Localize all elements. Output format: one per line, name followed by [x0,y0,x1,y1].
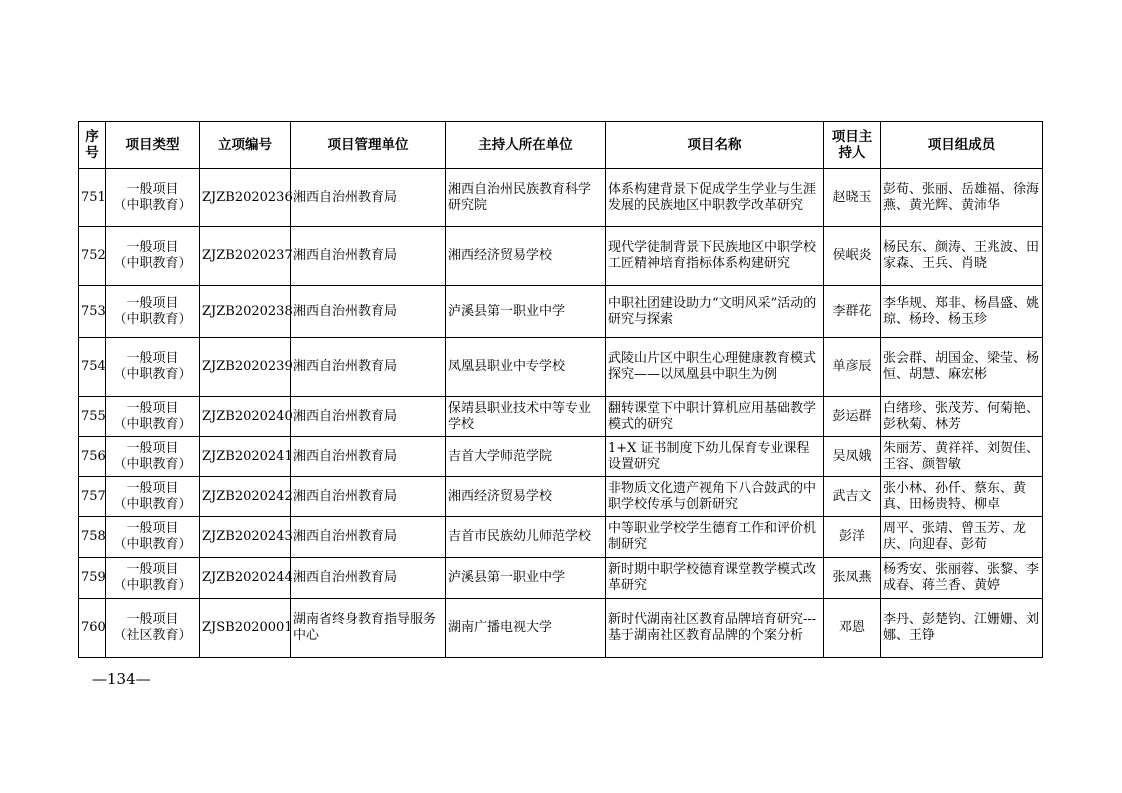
row-number: 753 [79,286,106,338]
project-host: 侯岷炎 [824,227,881,286]
project-members: 朱丽芳、黄祥祥、刘贺佳、王容、颜智敏 [881,437,1043,477]
header-cell: 项目名称 [606,122,824,169]
row-number: 756 [79,437,106,477]
table-row [79,477,1043,517]
project-members: 李丹、彭楚钧、江姗姗、刘娜、王铮 [881,599,1043,658]
host-unit: 凤凰县职业中专学校 [446,338,606,397]
host-unit: 吉首市民族幼儿师范学校 [446,517,606,558]
project-members: 张小林、孙仟、蔡东、黄真、田杨贵特、柳卓 [881,477,1043,517]
project-type-sub: （中职教育） [113,496,192,512]
table-row [79,558,1043,599]
host-unit: 保靖县职业技术中等专业学校 [446,397,606,437]
project-host: 吴凤娥 [824,437,881,477]
header-cell: 主持人所在单位 [446,122,606,169]
project-type [106,286,200,338]
project-members: 张会群、胡国金、梁莹、杨恒、胡慧、麻宏彬 [881,338,1043,397]
host-unit: 吉首大学师范学院 [446,437,606,477]
project-host: 单彦辰 [824,338,881,397]
project-host: 武吉文 [824,477,881,517]
management-unit: 湘西自治州教育局 [291,286,446,338]
row-number: 757 [79,477,106,517]
host-unit: 湘西经济贸易学校 [446,227,606,286]
table-row [79,338,1043,397]
project-type-main: 一般项目 [126,181,179,197]
row-number: 759 [79,558,106,599]
project-type-main: 一般项目 [126,521,179,536]
project-code: ZJZB2020240 [200,397,291,437]
row-number: 755 [79,397,106,437]
project-code: ZJZB2020244 [200,558,291,599]
project-name: 翻转课堂下中职计算机应用基础教学模式的研究 [606,397,824,437]
management-unit: 湘西自治州教育局 [291,227,446,286]
table-row [79,599,1043,658]
row-number: 760 [79,599,106,658]
table-row [79,437,1043,477]
management-unit: 湘西自治州教育局 [291,558,446,599]
table-row [79,169,1043,227]
host-unit: 湖南广播电视大学 [446,599,606,658]
project-code: ZJZB2020236 [200,169,291,227]
table-row [79,227,1043,286]
project-name: 现代学徒制背景下民族地区中职学校工匠精神培育指标体系构建研究 [606,227,824,286]
project-type-sub: （中职教育） [113,578,192,593]
project-type-main: 一般项目 [126,562,179,577]
project-type-sub: （中职教育） [113,537,192,552]
project-type [106,477,200,517]
table-header-row [79,122,1043,169]
project-code: ZJZB2020242 [200,477,291,517]
header-cell: 项目组成员 [881,122,1043,169]
host-unit: 泸溪县第一职业中学 [446,286,606,338]
header-cell: 序号 [79,122,106,169]
project-table [78,121,1043,658]
project-type-sub: （中职教育） [113,367,192,382]
project-host: 李群花 [824,286,881,338]
project-code: ZJZB2020239 [200,338,291,397]
project-type-main: 一般项目 [126,480,179,496]
management-unit: 湘西自治州教育局 [291,397,446,437]
project-code: ZJZB2020241 [200,437,291,477]
page-number: —134— [92,670,151,688]
project-type-sub: （中职教育） [113,416,192,432]
project-code: ZJZB2020237 [200,227,291,286]
project-type [106,227,200,286]
project-members: 杨秀安、张丽蓉、张黎、李成春、蒋兰香、黄婷 [881,558,1043,599]
project-type [106,558,200,599]
project-type-main: 一般项目 [126,612,179,627]
host-unit: 湘西经济贸易学校 [446,477,606,517]
table-row [79,517,1043,558]
management-unit: 湖南省终身教育指导服务中心 [291,599,446,658]
project-members: 彭荀、张丽、岳雄福、徐海燕、黄光辉、黄沛华 [881,169,1043,227]
row-number: 758 [79,517,106,558]
project-host: 彭运群 [824,397,881,437]
project-type-main: 一般项目 [126,351,179,366]
management-unit: 湘西自治州教育局 [291,477,446,517]
project-type [106,169,200,227]
project-host: 彭洋 [824,517,881,558]
project-name: 新时代湖南社区教育品牌培育研究---基于湖南社区教育品牌的个案分析 [606,599,824,658]
project-type [106,599,200,658]
header-cell: 项目主持人 [824,122,881,169]
project-code: ZJZB2020238 [200,286,291,338]
project-host: 张凤燕 [824,558,881,599]
table-row [79,286,1043,338]
project-type-sub: （中职教育） [113,256,192,271]
project-type-main: 一般项目 [126,240,179,255]
project-host: 邓恩 [824,599,881,658]
project-type-sub: （中职教育） [113,311,192,327]
project-members: 杨民东、颜涛、王兆波、田家森、王兵、肖晓 [881,227,1043,286]
project-type [106,517,200,558]
management-unit: 湘西自治州教育局 [291,338,446,397]
project-host: 赵晓玉 [824,169,881,227]
header-cell: 项目类型 [106,122,200,169]
project-type-sub: （社区教育） [113,628,192,643]
project-name: 体系构建背景下促成学生学业与生涯发展的民族地区中职教学改革研究 [606,169,824,227]
project-type-main: 一般项目 [126,400,179,416]
row-number: 754 [79,338,106,397]
project-name: 新时期中职学校德育课堂教学模式改革研究 [606,558,824,599]
project-type [106,338,200,397]
header-cell: 立项编号 [200,122,291,169]
project-name: 武陵山片区中职生心理健康教育模式探究——以凤凰县中职生为例 [606,338,824,397]
project-code: ZJZB2020243 [200,517,291,558]
project-type [106,437,200,477]
project-members: 周平、张靖、曾玉芳、龙庆、向迎春、彭荀 [881,517,1043,558]
host-unit: 泸溪县第一职业中学 [446,558,606,599]
project-type-main: 一般项目 [126,440,179,456]
row-number: 751 [79,169,106,227]
project-name: 中等职业学校学生德育工作和评价机制研究 [606,517,824,558]
row-number: 752 [79,227,106,286]
project-type-main: 一般项目 [126,295,179,311]
project-members: 白绪珍、张茂芳、何菊艳、彭秋菊、林芳 [881,397,1043,437]
project-name: 非物质文化遗产视角下八合鼓武的中职学校传承与创新研究 [606,477,824,517]
project-type [106,397,200,437]
management-unit: 湘西自治州教育局 [291,517,446,558]
header-cell: 项目管理单位 [291,122,446,169]
project-type-sub: （中职教育） [113,197,192,213]
management-unit: 湘西自治州教育局 [291,437,446,477]
project-members: 李华规、郑非、杨昌盛、姚琼、杨玲、杨玉珍 [881,286,1043,338]
project-name: 中职社团建设助力“文明风采”活动的研究与探索 [606,286,824,338]
project-name: 1+X 证书制度下幼儿保育专业课程设置研究 [606,437,824,477]
project-type-sub: （中职教育） [113,456,192,472]
project-code: ZJSB2020001 [200,599,291,658]
table-row [79,397,1043,437]
host-unit: 湘西自治州民族教育科学研究院 [446,169,606,227]
management-unit: 湘西自治州教育局 [291,169,446,227]
